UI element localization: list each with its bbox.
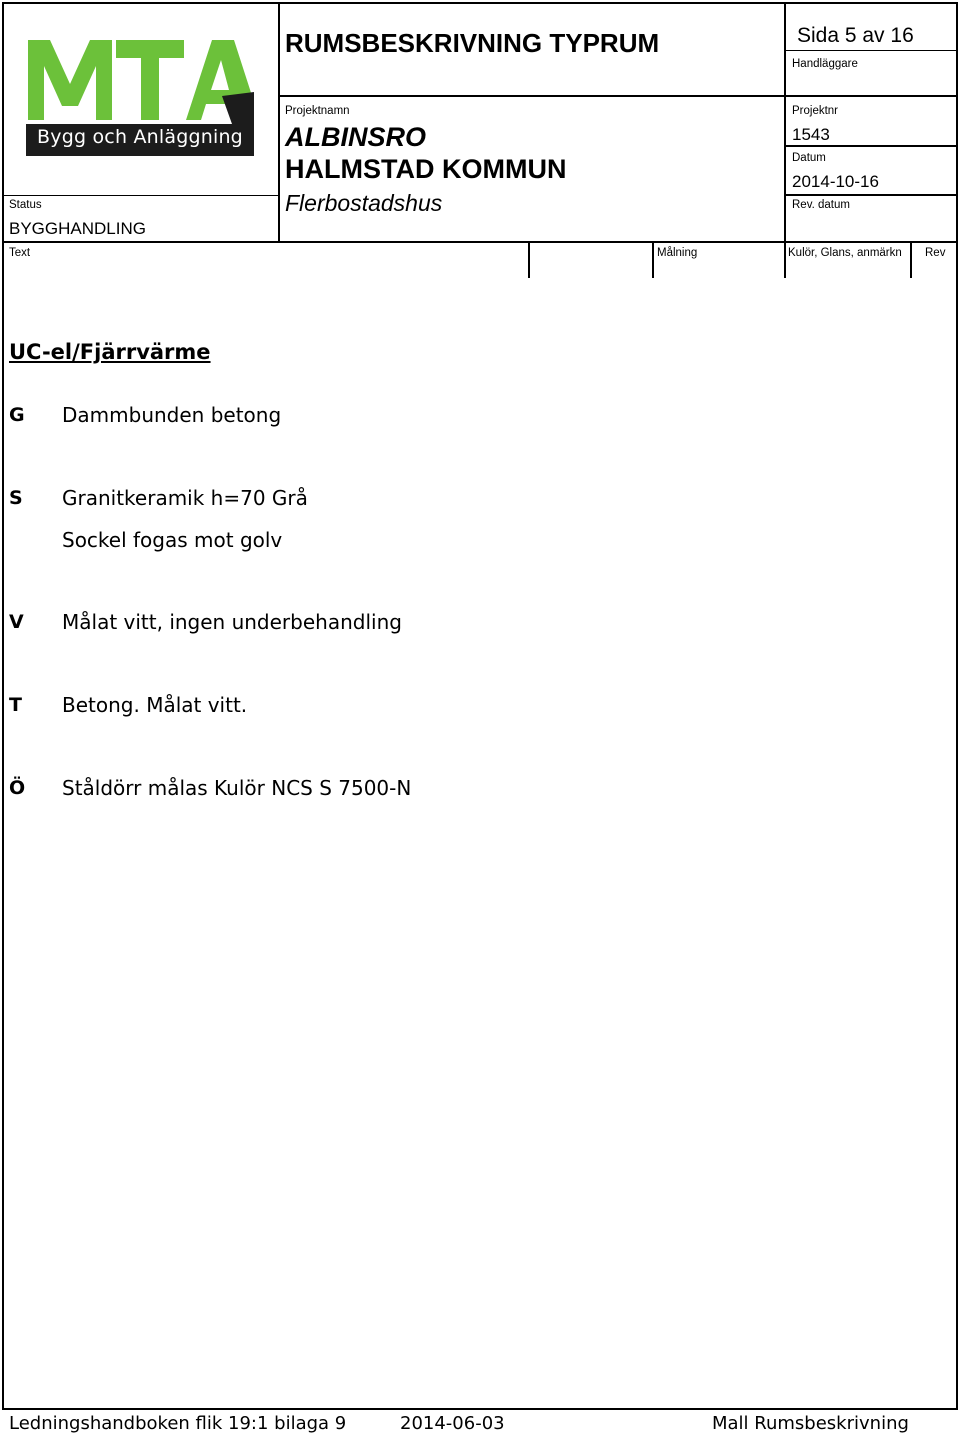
handlaggare-label: Handläggare [792,58,858,70]
logo-letter-t [116,40,184,120]
frame-right [956,2,958,1410]
item-code-t: T [9,694,22,716]
col-header-rev: Rev [925,247,946,259]
projektnamn-label: Projektnamn [285,105,350,117]
col-divider-3 [784,242,786,278]
item-text-ovrigt: Ståldörr målas Kulör NCS S 7500-N [62,776,412,800]
project-name-line-2: HALMSTAD KOMMUN [285,154,567,184]
item-code-o: Ö [9,777,26,799]
datum-label: Datum [792,152,826,164]
rev-datum-label: Rev. datum [792,199,850,211]
col-divider-1 [528,242,530,278]
logo-letter-m [28,40,112,120]
frame-bottom [2,1408,958,1410]
divider-page [784,50,958,51]
status-value: BYGGHANDLING [9,219,146,238]
item-code-v: V [9,611,24,633]
divider-datum [784,194,958,196]
frame-top [2,2,958,4]
item-text-sockel-2: Sockel fogas mot golv [62,528,283,552]
item-text-golv: Dammbunden betong [62,403,282,427]
col-header-malning: Målning [657,247,698,259]
project-type: Flerbostadshus [285,190,443,216]
projektnr-value: 1543 [792,125,830,144]
footer-right: Mall Rumsbeskrivning [712,1413,909,1434]
projektnr-label: Projektnr [792,105,839,117]
logo-tagline: Bygg och Anläggning [37,126,243,148]
frame-left [2,2,4,1410]
item-text-vagg: Målat vitt, ingen underbehandling [62,610,402,634]
item-code-g: G [9,404,25,426]
item-code-s: S [9,487,23,509]
document-title: RUMSBESKRIVNING TYPRUM [285,28,660,58]
datum-value: 2014-10-16 [792,172,879,191]
divider-status [2,195,280,196]
divider-right [784,2,786,242]
col-header-text: Text [9,247,31,259]
room-title: UC-el/Fjärrvärme [9,340,211,364]
col-header-kulor: Kulör, Glans, anmärkn [788,247,902,259]
logo-dark-accent [222,92,254,124]
item-text-sockel-1: Granitkeramik h=70 Grå [62,486,308,510]
divider-title [278,95,958,97]
company-logo [26,38,254,156]
item-text-tak: Betong. Målat vitt. [62,693,248,717]
project-name-line-1: ALBINSRO [285,122,426,152]
divider-logo [278,2,280,242]
col-divider-2 [652,242,654,278]
footer-date: 2014-06-03 [400,1413,505,1434]
footer-left: Ledningshandboken flik 19:1 bilaga 9 [9,1413,347,1434]
divider-projektnr [784,145,958,147]
col-divider-4 [910,242,912,278]
status-label: Status [9,199,42,211]
divider-columns [2,241,958,243]
page-number: Sida 5 av 16 [797,24,914,47]
